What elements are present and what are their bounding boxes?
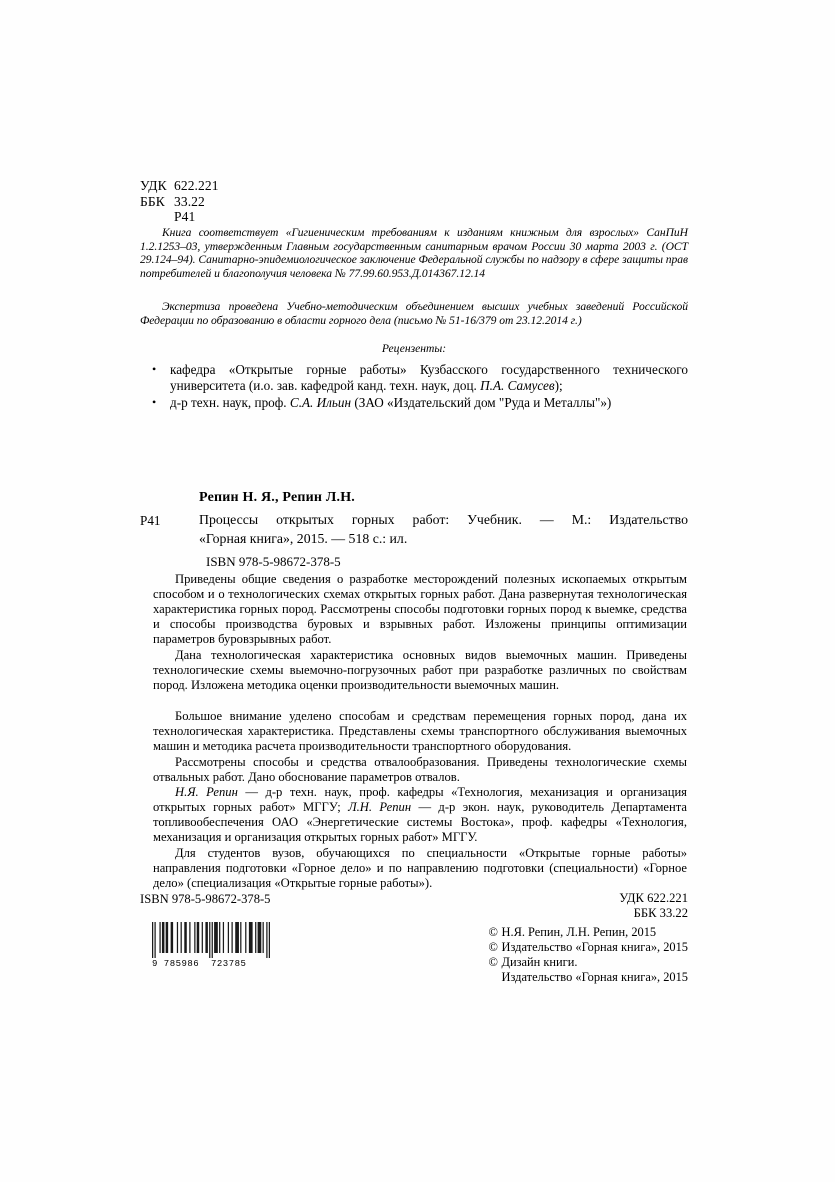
annotation-paragraph: Рассмотрены способы и средства отвалообразования. Приведены технологические схемы отвальных работ. Дано обоснование параметров отвалов. bbox=[153, 755, 687, 785]
reviewer-name: С.А. Ильин bbox=[289, 395, 352, 410]
bullet-icon: • bbox=[152, 362, 157, 376]
audience-paragraph: Для студентов вузов, обучающихся по специальности «Открытые горные работы» направления подготовки «Горное дело» и по направлению подготовки (специальности) «Горное дело» (специализация «Открытые горные работы»). bbox=[153, 846, 687, 891]
copyright-icon: © bbox=[488, 925, 498, 939]
footer-bbk-label: ББК bbox=[633, 905, 657, 920]
book-title-line-1: Процессы открытых горных работ: Учебник. — М.: Издательство bbox=[199, 512, 688, 527]
copyright-icon: © bbox=[488, 940, 498, 954]
reviewers-list bbox=[140, 362, 688, 412]
udk-label: УДК bbox=[140, 178, 167, 193]
bbk-label: ББК bbox=[140, 193, 165, 209]
book-title-line-2: «Горная книга», 2015. — 518 с.: ил. bbox=[199, 530, 408, 546]
bullet-icon: • bbox=[152, 395, 157, 409]
copyright-text: Дизайн книги. bbox=[501, 955, 578, 969]
list-item bbox=[140, 362, 688, 394]
isbn-footer: ISBN 978-5-98672-378-5 bbox=[140, 892, 271, 906]
reviewer-text-before: д-р техн. наук, проф. bbox=[170, 395, 290, 410]
copyright-icon: © bbox=[488, 955, 498, 969]
udk-row bbox=[140, 178, 219, 194]
annotation-paragraph: Приведены общие сведения о разработке месторождений полезных ископаемых открытым способом и о технологических схемах открытых горных работ. Дана развернутая технологическая характеристика горных пород. Рассмотрены способы подготовки горных пород к выемке, средства и способы производства буровых и взрывных работ. Изложены принципы оптимизации параметров буровзрывных работ. bbox=[153, 572, 687, 647]
copyright-line bbox=[489, 955, 688, 970]
copyright-text: Н.Я. Репин, Л.Н. Репин, 2015 bbox=[501, 925, 657, 939]
sanpin-compliance-note: Книга соответствует «Гигиеническим требованиям к изданиям книжным для взрослых» СанПиН 1.2.1253–03, утвержденным Главным государственным санитарным врачом России 30 марта 2003 г. (ОСТ 29.124–94). Санитарно-эпидемиологическое заключение Федеральной службы по надзору в сфере защиты прав потребителей и благополучия человека № 77.99.60.953.Д.014367.12.14 bbox=[140, 226, 688, 280]
reviewers-heading: Рецензенты: bbox=[381, 342, 447, 355]
udk-value: 622.221 bbox=[174, 178, 219, 193]
author-2-name: Л.Н. Репин bbox=[348, 800, 412, 815]
copyright-line bbox=[489, 925, 688, 940]
barcode-digits: 9 785986 723785 bbox=[152, 959, 247, 969]
isbn-main: ISBN 978-5-98672-378-5 bbox=[206, 554, 341, 569]
copyright-block bbox=[489, 925, 688, 985]
isbn-barcode bbox=[152, 922, 270, 969]
copyright-text: Издательство «Горная книга», 2015 bbox=[501, 940, 688, 954]
expertise-note: Экспертиза проведена Учебно-методическим объединением высших учебных заведений Российской Федерации по образованию в области горного дела (письмо № 51-16/379 от 23.12.2014 г.) bbox=[140, 300, 688, 327]
classification-codes bbox=[140, 178, 219, 225]
list-item bbox=[140, 395, 688, 411]
footer-bbk-value: 33.22 bbox=[659, 905, 688, 920]
annotation-paragraph: Дана технологическая характеристика основных видов выемочных машин. Приведены технологические схемы выемочно-погрузочных работ при разработке различных по свойствам пород. Изложена методика оценки производительности выемочных машин. bbox=[153, 648, 687, 693]
annotation-paragraph: Большое внимание уделено способам и средствам перемещения горных пород, дана их технологическая характеристика. Представлены схемы транспортного обслуживания выемочных машин и методика расчета производительности транспортного оборудования. bbox=[153, 709, 687, 754]
author-2-bio: — д-р экон. наук, руководитель Департамента топливообеспечения ОАО «Энергетические системы Востока», проф. кафедры «Технология, механизация и организация открытых горных работ» МГГУ. bbox=[153, 800, 687, 845]
reviewer-text-before: кафедра «Открытые горные работы» Кузбасского государственного технического университета (и.о. зав. кафедрой канд. техн. наук, доц. bbox=[170, 362, 688, 393]
footer-udk-label: УДК bbox=[619, 891, 644, 905]
book-title-block bbox=[199, 511, 688, 548]
bbk-row bbox=[140, 194, 219, 210]
authors-bio-paragraph bbox=[153, 785, 687, 845]
bbk-value: 33.22 bbox=[174, 193, 205, 209]
reviewer-text-after: (ЗАО «Издательский дом "Руда и Металлы"») bbox=[351, 395, 612, 410]
footer-udk-value: 622.221 bbox=[647, 891, 688, 905]
footer-bbk-row bbox=[619, 906, 688, 921]
copyright-continuation-line: Издательство «Горная книга», 2015 bbox=[501, 970, 688, 984]
shelf-code: Р41 bbox=[174, 209, 196, 224]
shelf-code-row bbox=[140, 209, 219, 225]
author-1-bio: — д-р техн. наук, проф. кафедры «Технология, механизация и организация открытых горных работ» МГГУ; bbox=[153, 785, 687, 815]
copyright-line bbox=[489, 940, 688, 955]
author-1-name: Н.Я. Репин bbox=[175, 785, 238, 799]
barcode-bars bbox=[152, 922, 270, 958]
footer-classification-codes bbox=[619, 891, 688, 920]
reviewer-text-after: ); bbox=[554, 378, 563, 393]
footer-udk-row bbox=[619, 891, 688, 906]
reviewer-name: П.А. Самусев bbox=[480, 378, 555, 393]
record-shelf-code: Р41 bbox=[140, 513, 161, 528]
authors-line: Репин Н. Я., Репин Л.Н. bbox=[199, 490, 355, 505]
